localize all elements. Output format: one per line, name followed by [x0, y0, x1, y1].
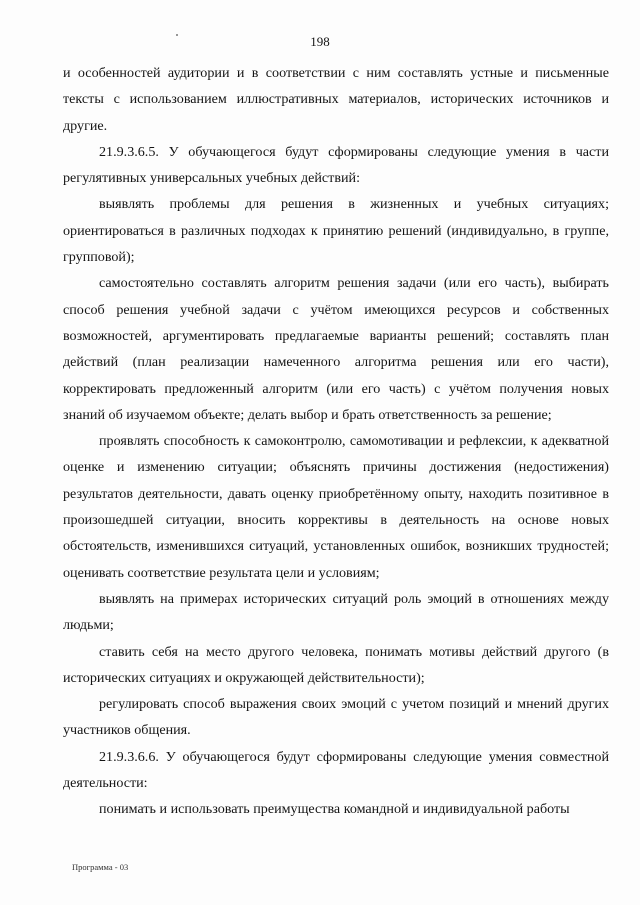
paragraph-regulate-emotions: регулировать способ выражения своих эмоций с учетом позиций и мнений других участников общения. [63, 696, 609, 739]
footer-program-label: Программа - 03 [72, 862, 129, 872]
paragraph-continuation: и особенностей аудитории и в соответствии с ним составлять устные и письменные тексты с использованием иллюстративных материалов, исторических источников и другие. [63, 65, 609, 134]
paragraph-identify-problems: выявлять проблемы для решения в жизненных и учебных ситуациях; ориентироваться в различных подходах к принятию решений (индивидуально, в группе, групповой); [63, 196, 609, 266]
paragraph-teamwork: понимать и использовать преимущества командной и индивидуальной работы [99, 801, 570, 818]
paragraph-section-21-9-3-6-6: 21.9.3.6.6. У обучающегося будут сформированы следующие умения совместной деятельности: [63, 748, 609, 792]
page-number: 198 [310, 34, 330, 49]
body-text [63, 60, 609, 823]
paragraph-emotions-role: выявлять на примерах исторических ситуаций роль эмоций в отношениях между людьми; [63, 590, 609, 634]
paragraph-compose-algorithm: самостоятельно составлять алгоритм решения задачи (или его часть), выбирать способ решения учебной задачи с учётом имеющихся ресурсов и собственных возможностей, аргументировать предлагаемые варианты решений; составлять план действий (план реализации намеченного алгоритма решения или его части), корректировать предложенный алгоритм (или его часть) с учётом получения новых знаний об изучаемом объекте; делать выбор и брать ответственность за решение; [63, 275, 609, 423]
paragraph-self-control: проявлять способность к самоконтролю, самомотивации и рефлексии, к адекватной оценке и изменению ситуации; объяснять причины достижения (недостижения) результатов деятельности, давать оценку приобретённому опыту, находить позитивное в произошедшей ситуации, вносить коррективы в деятельность на основе новых обстоятельств, изменившихся ситуаций, установленных ошибок, возникших трудностей; оценивать соответствие результата цели и условиям; [63, 433, 609, 581]
paragraph-section-21-9-3-6-5: 21.9.3.6.5. У обучающегося будут сформированы следующие умения в части регулятивных универсальных учебных действий: [63, 143, 609, 187]
paragraph-empathy: ставить себя на место другого человека, понимать мотивы действий другого (в исторических ситуациях и окружающей действительности); [63, 643, 609, 686]
